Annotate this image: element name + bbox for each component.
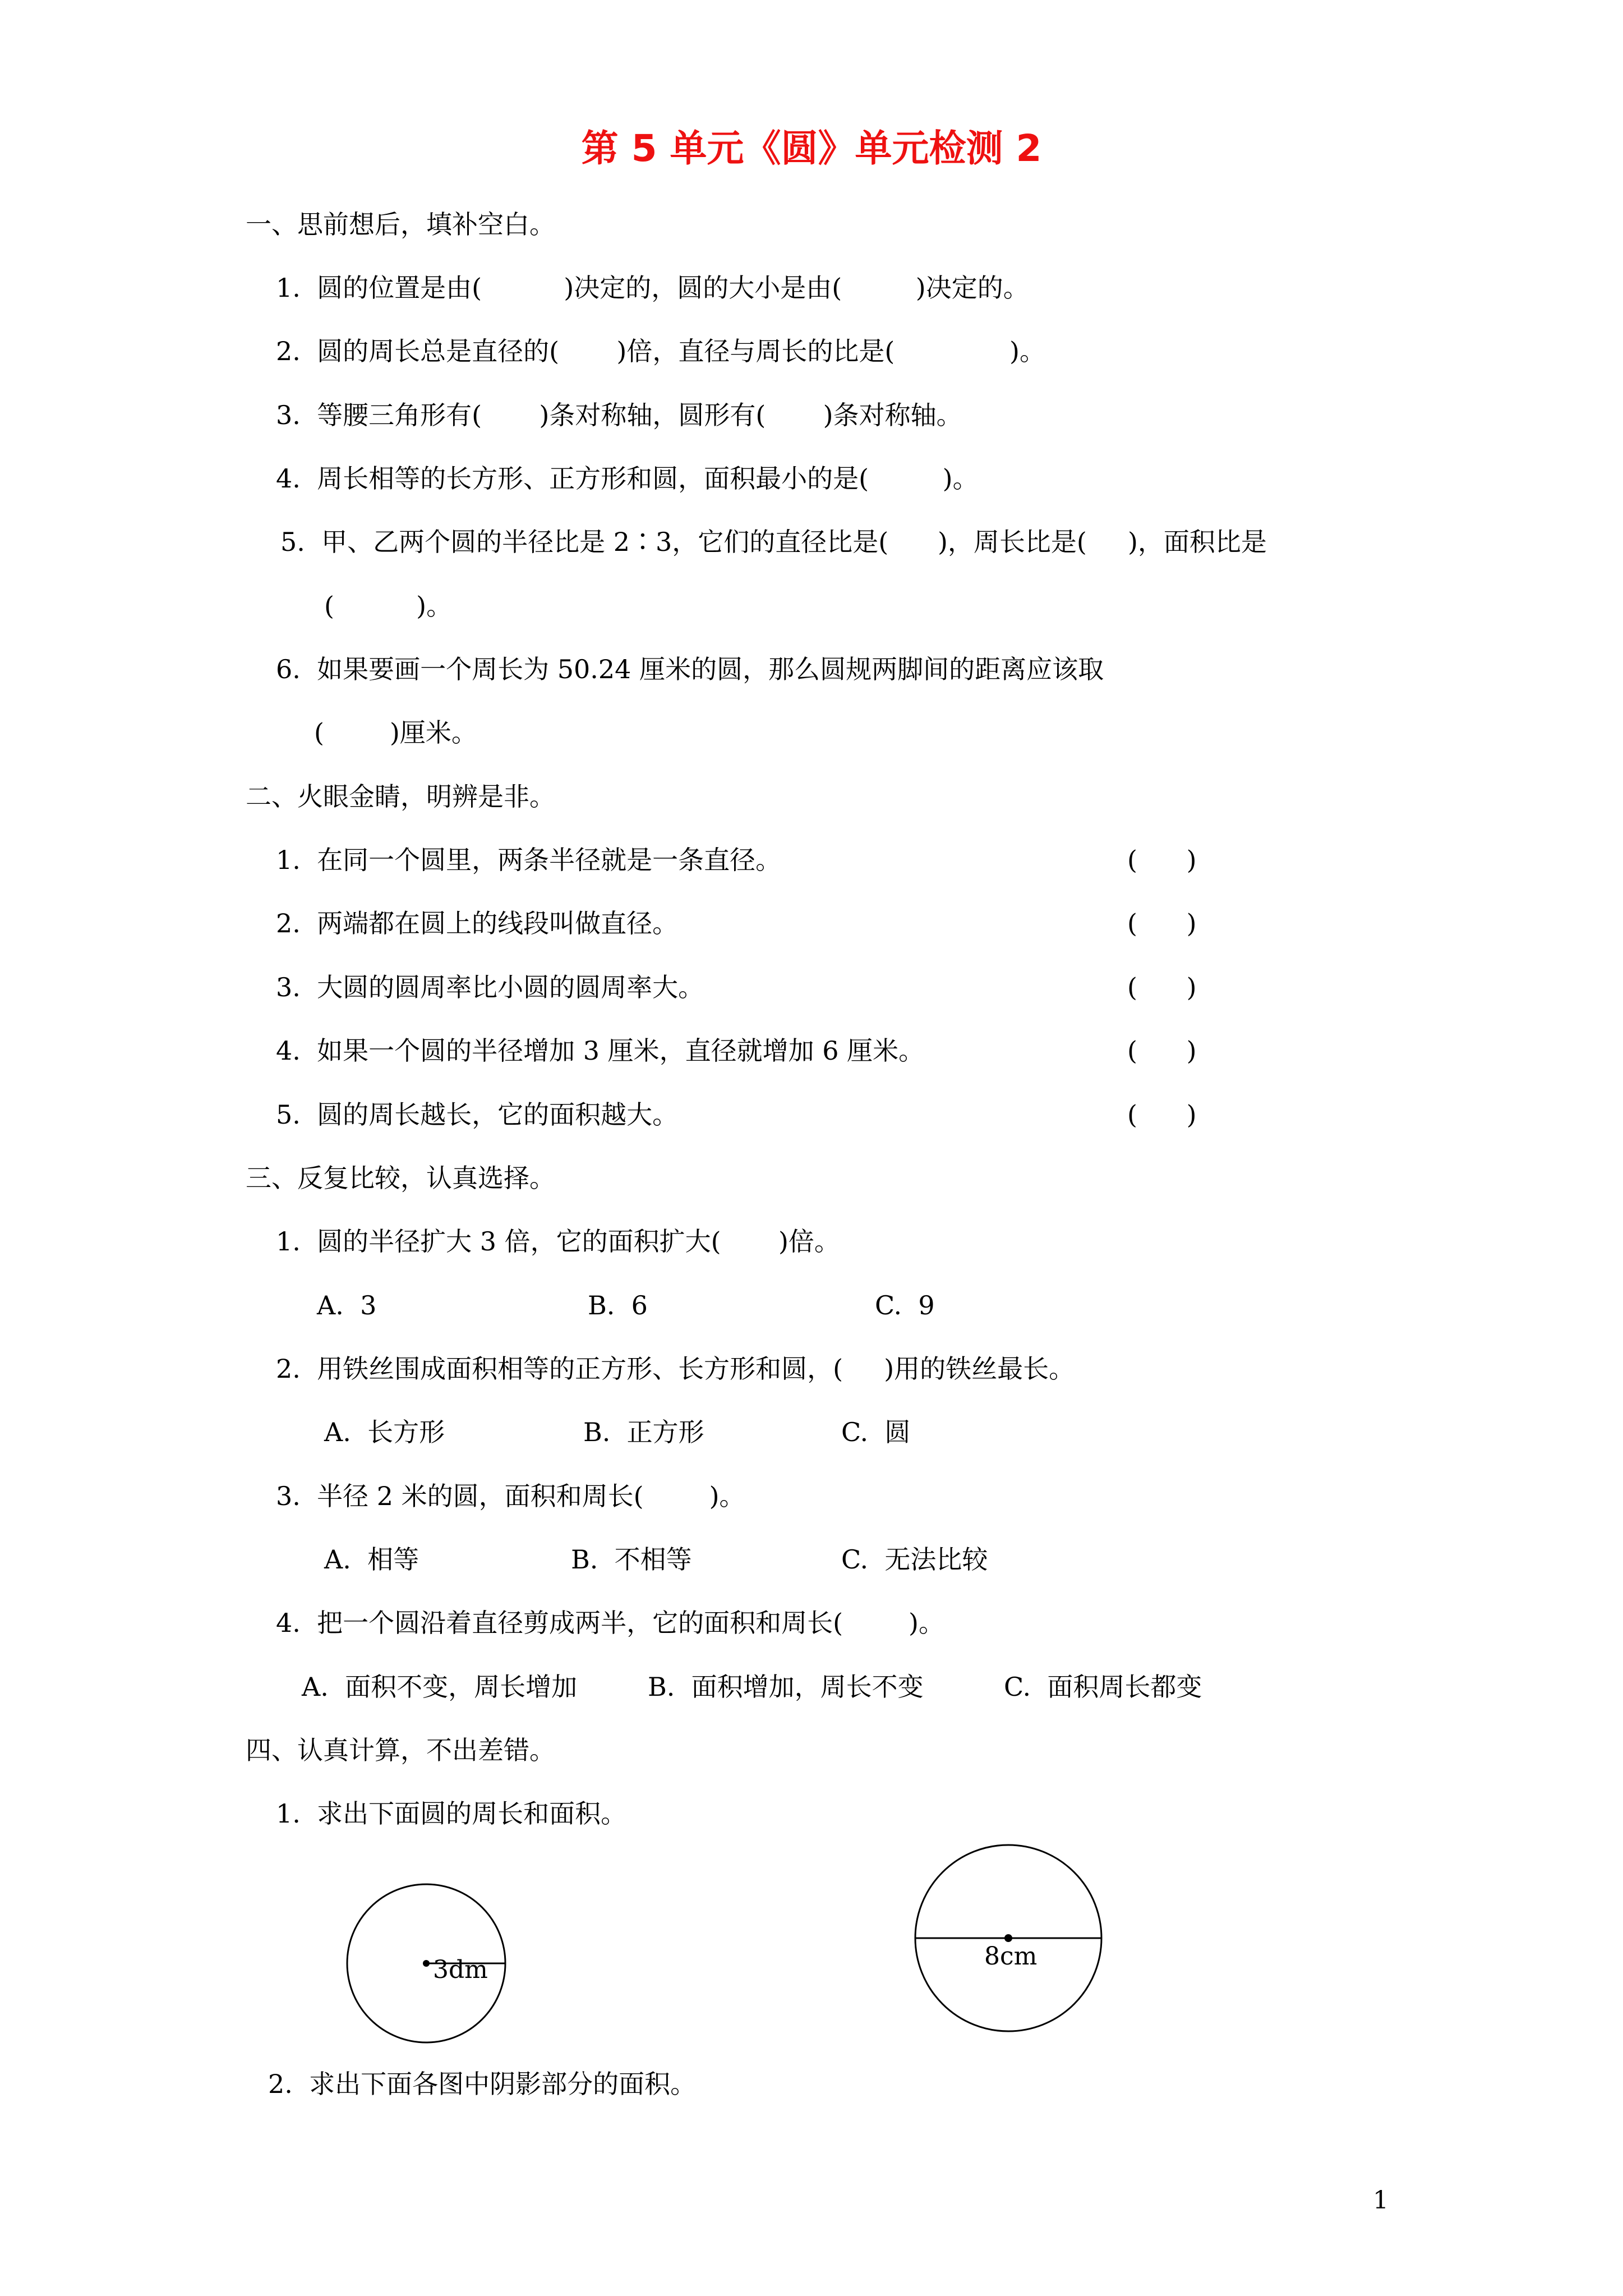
q3-1-option-a: A. 3 xyxy=(317,1290,377,1320)
q2-3: 3. 大圆的圆周率比小圆的圆周率大。 xyxy=(276,972,704,1002)
q1-6: 6. 如果要画一个周长为 50.24 厘米的圆，那么圆规两脚间的距离应该取 xyxy=(276,654,1104,684)
q3-1: 1. 圆的半径扩大 3 倍，它的面积扩大( )倍。 xyxy=(276,1226,840,1257)
q3-3-option-c: C. 无法比较 xyxy=(841,1544,988,1575)
page-number: 1 xyxy=(1373,2186,1389,2215)
section-4-heading: 四、认真计算，不出差错。 xyxy=(246,1735,555,1765)
section-1-heading: 一、思前想后，填补空白。 xyxy=(246,209,555,240)
q1-3: 3. 等腰三角形有( )条对称轴，圆形有( )条对称轴。 xyxy=(276,400,962,430)
q2-4-paren: ( ) xyxy=(1127,1036,1197,1066)
circle-radius-label: 3dm xyxy=(433,1955,488,1984)
circle-diameter-label: 8cm xyxy=(984,1942,1038,1971)
q3-4-option-c: C. 面积周长都变 xyxy=(1004,1672,1202,1702)
q1-1: 1. 圆的位置是由( )决定的，圆的大小是由( )决定的。 xyxy=(276,273,1029,303)
q3-2-option-c: C. 圆 xyxy=(841,1417,911,1447)
q2-1-paren: ( ) xyxy=(1127,845,1197,875)
section-3-heading: 三、反复比较，认真选择。 xyxy=(246,1163,555,1193)
q1-4: 4. 周长相等的长方形、正方形和圆，面积最小的是( )。 xyxy=(276,463,979,494)
q3-4-option-a: A. 面积不变，周长增加 xyxy=(302,1672,578,1702)
q2-1: 1. 在同一个圆里，两条半径就是一条直径。 xyxy=(276,845,782,875)
q2-2: 2. 两端都在圆上的线段叫做直径。 xyxy=(276,908,679,938)
q1-6-cont: ( )厘米。 xyxy=(314,717,477,748)
q1-5: 5. 甲、乙两个圆的半径比是 2∶3，它们的直径比是( )，周长比是( )，面积比是 xyxy=(280,527,1267,557)
q1-5-cont: ( )。 xyxy=(324,591,453,621)
q3-3-option-b: B. 不相等 xyxy=(571,1544,692,1575)
q3-1-option-c: C. 9 xyxy=(875,1290,935,1320)
section-2-heading: 二、火眼金睛，明辨是非。 xyxy=(246,781,555,812)
circle-diameter-figure xyxy=(913,1843,1104,2033)
q3-3: 3. 半径 2 米的圆，面积和周长( )。 xyxy=(276,1481,745,1511)
q2-4: 4. 如果一个圆的半径增加 3 厘米，直径就增加 6 厘米。 xyxy=(276,1036,925,1066)
q3-4: 4. 把一个圆沿着直径剪成两半，它的面积和周长( )。 xyxy=(276,1608,945,1638)
q2-5-paren: ( ) xyxy=(1127,1099,1197,1130)
q3-2-option-a: A. 长方形 xyxy=(324,1417,445,1447)
q3-4-option-b: B. 面积增加，周长不变 xyxy=(648,1672,924,1702)
q2-3-paren: ( ) xyxy=(1127,972,1197,1002)
q3-2-option-b: B. 正方形 xyxy=(583,1417,704,1447)
q2-2-paren: ( ) xyxy=(1127,908,1197,938)
q3-2: 2. 用铁丝围成面积相等的正方形、长方形和圆，( )用的铁丝最长。 xyxy=(276,1354,1075,1384)
q1-2: 2. 圆的周长总是直径的( )倍，直径与周长的比是( )。 xyxy=(276,336,1045,366)
q4-2: 2. 求出下面各图中阴影部分的面积。 xyxy=(268,2069,697,2099)
page-title: 第 5 单元《圆》单元检测 2 xyxy=(581,127,1042,170)
q4-1: 1. 求出下面圆的周长和面积。 xyxy=(276,1798,627,1829)
q2-5: 5. 圆的周长越长，它的面积越大。 xyxy=(276,1099,679,1130)
q3-1-option-b: B. 6 xyxy=(588,1290,648,1320)
q3-3-option-a: A. 相等 xyxy=(324,1544,419,1575)
